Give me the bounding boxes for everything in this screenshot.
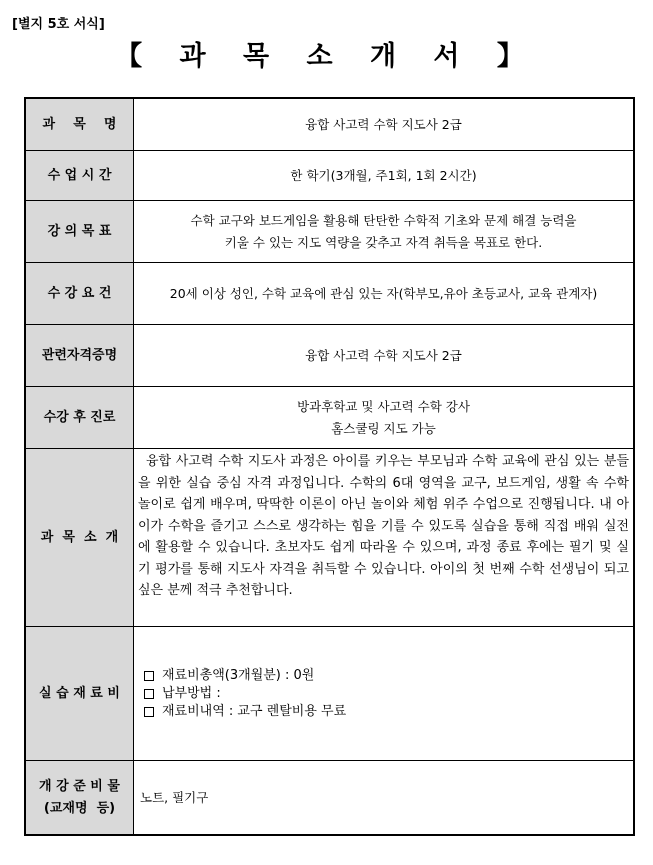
course-info-table [24, 97, 635, 836]
value-objective [134, 201, 633, 262]
row-intro [26, 449, 633, 627]
row-prep [26, 761, 633, 834]
label-subject: 과 목 명 [26, 99, 134, 150]
checkbox-icon[interactable] [144, 707, 154, 717]
row-objective [26, 201, 633, 263]
row-materials [26, 627, 633, 761]
row-career [26, 387, 633, 449]
label-requirements: 수 강 요 건 [26, 263, 134, 324]
materials-item-total [144, 667, 314, 685]
checkbox-icon[interactable] [144, 671, 154, 681]
materials-item-payment-text: 납부방법 : [162, 685, 221, 701]
objective-line-1: 수학 교구와 보드게임을 활용해 탄탄한 수학적 기초와 문제 해결 능력을 [190, 212, 577, 228]
label-prep-line-2: (교재명 등) [43, 800, 116, 816]
intro-text: 융합 사고력 수학 지도사 과정은 아이를 키우는 부모님과 수학 교육에 관심 있는 분들을 위한 실습 중심 자격 과정입니다. 수학의 6대 영역을 교구, 보드게임, 생활 속 수학 놀이로 쉽게 배우며, 딱딱한 이론이 아닌 놀이와 체험 위주 수업으로 진행됩니다. 내 아이가 수학을 즐기고 스스로 생각하는 힘을 기를 수 있도록 실습을 통해 직접 배워 실전에 활용할 수 있습니다. 초보자도 쉽게 따라올 수 있으며, 과정 종료 후에는 필기 및 실기 평가를 통해 지도사 자격을 취득할 수 있습니다. 아이의 첫 번째 수학 선생님이 되고 싶은 분께 적극 추천합니다. [138, 454, 629, 598]
label-class-time: 수 업 시 간 [26, 151, 134, 200]
career-line-1: 방과후학교 및 사고력 수학 강사 [297, 398, 470, 414]
row-requirements [26, 263, 633, 325]
document-title: 【 과 목 소 개 서 】 [115, 41, 538, 72]
form-number: [별지 5호 서식] [12, 17, 105, 32]
value-prep: 노트, 필기구 [140, 789, 209, 805]
value-subject: 융합 사고력 수학 지도사 2급 [305, 116, 462, 132]
label-career: 수강 후 진로 [26, 387, 134, 448]
row-class-time [26, 151, 633, 201]
materials-item-total-text: 재료비총액(3개월분) : 0원 [162, 667, 315, 683]
label-prep [26, 761, 134, 834]
row-certificate [26, 325, 633, 387]
label-certificate: 관련자격증명 [26, 325, 134, 386]
row-subject [26, 99, 633, 151]
value-intro [134, 449, 633, 626]
value-materials [134, 627, 633, 760]
objective-line-2: 키울 수 있는 지도 역량을 갖추고 자격 취득을 목표로 한다. [224, 234, 543, 250]
checkbox-icon[interactable] [144, 689, 154, 699]
career-line-2: 홈스쿨링 지도 가능 [331, 420, 436, 436]
value-class-time: 한 학기(3개월, 주1회, 1회 2시간) [290, 167, 477, 183]
value-requirements: 20세 이상 성인, 수학 교육에 관심 있는 자(학부모,유아 초등교사, 교육 관계자) [169, 285, 598, 301]
materials-item-payment [144, 685, 221, 703]
label-intro: 과 목 소 개 [26, 449, 134, 626]
label-objective: 강 의 목 표 [26, 201, 134, 262]
value-certificate: 융합 사고력 수학 지도사 2급 [305, 347, 462, 363]
label-materials: 실 습 재 료 비 [26, 627, 134, 760]
materials-item-details [144, 703, 346, 721]
materials-item-details-text: 재료비내역 : 교구 렌탈비용 무료 [162, 703, 347, 719]
label-prep-line-1: 개 강 준 비 물 [39, 778, 120, 794]
value-career [134, 387, 633, 448]
